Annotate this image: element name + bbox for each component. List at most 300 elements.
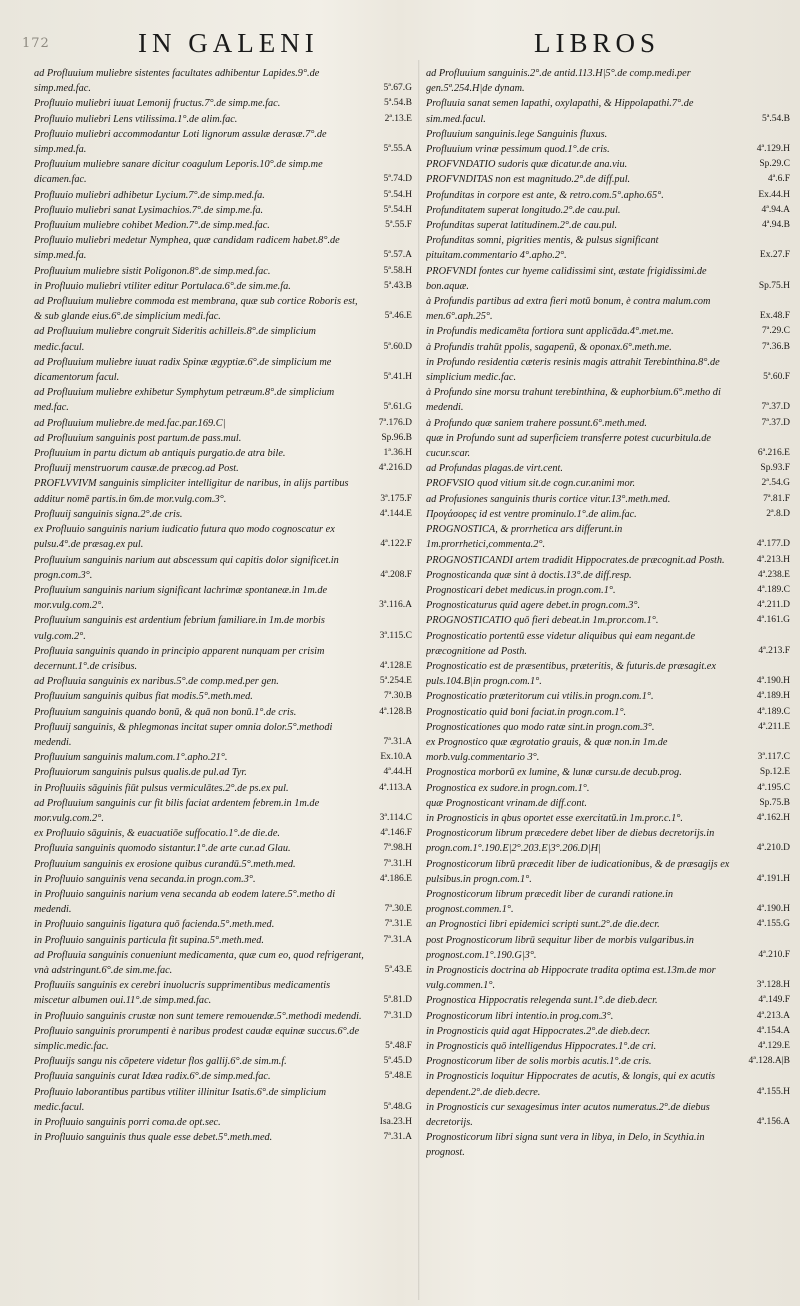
index-entry-text: PROGNOSTICATIO quō fieri debeat.in 1m.pror.com.1°.: [426, 615, 659, 627]
index-entry-text: Profluuio muliebri accommodantur Loti lignorum assulæ derasæ.7°.de simp.med.fa.: [34, 128, 327, 156]
index-entry-text: Profluuium sanguinis malum.com.1°.apho.21°.: [34, 752, 228, 764]
index-entry: [34, 750, 412, 765]
index-entry: [34, 1115, 412, 1130]
index-entry-text: Prognosticatio præteritorum cui vtilis.in progn.com.1°.: [426, 691, 654, 703]
index-entry-reference: 4ª.44.H: [383, 767, 412, 778]
index-entry-text: ad Profundas plagas.de virt.cent.: [426, 463, 563, 475]
index-entry: [34, 218, 412, 233]
index-entry-reference: 4ª.211.D: [757, 600, 790, 611]
index-entry-reference: 7ª.30.E: [384, 904, 412, 915]
index-entry-reference: Ex.48.F: [759, 311, 790, 322]
index-entry-reference: 3ª.115.C: [379, 630, 412, 641]
index-entry-text: ex Prognostico quæ ægrotatio grauis, & quæ non.in 1m.de morb.vulg.commentario 3°.: [426, 736, 668, 764]
index-entry: [426, 689, 790, 704]
index-entry: [426, 355, 790, 385]
index-entry-text: in Profluuio sanguinis particula fit supina.5°.meth.med.: [34, 934, 264, 946]
index-entry-text: in Profluuio sanguinis porri coma.de opt.sec.: [34, 1117, 221, 1129]
index-entry-text: an Prognostici libri epidemici scripti sunt.2°.de die.decr.: [426, 919, 660, 931]
index-entry: [426, 66, 790, 96]
index-entry-reference: 5ª.54.B: [762, 113, 790, 124]
index-entry-text: Prognosticatio quid boni faciat.in progn.com.1°.: [426, 706, 627, 718]
index-entry-text: in Profluuiis sāguinis fiūt pulsus vermiculātes.2°.de ps.ex pul.: [34, 782, 289, 794]
index-entry-reference: 4ª.128.A|B: [748, 1056, 790, 1067]
index-entry-reference: 5ª.67.G: [383, 83, 412, 94]
index-entry-text: Profunditas superat latitudinem.2°.de cau.pul.: [426, 220, 618, 232]
index-entry-reference: 4ª.161.G: [756, 615, 790, 626]
index-entry-text: Profluuium in partu dictum ab antiquis purgatio.de atra bile.: [34, 448, 286, 460]
index-entry-text: Profluuij sanguinis, & phlegmonas incitat super omnia dolor.5°.methodi medendi.: [34, 721, 333, 748]
index-entry: [426, 1100, 790, 1130]
index-entry-reference: 5ª.41.H: [383, 372, 412, 383]
index-entry: [34, 264, 412, 279]
index-entry: [426, 568, 790, 583]
index-entry-text: Profluuij menstruorum causæ.de præcog.ad Post.: [34, 463, 239, 475]
index-entry-text: in Prognosticis doctrina ab Hippocrate tradita optima est.13m.de mor vulg.commen.1°.: [426, 964, 716, 992]
index-entry-reference: 4ª.210.F: [758, 949, 790, 960]
index-entry-text: Prognosticaturus quid agere debet.in progn.com.3°.: [426, 600, 641, 612]
index-entry: [426, 613, 790, 628]
index-entry: [34, 613, 412, 643]
index-entry: [34, 887, 412, 917]
index-entry-text: PROFVNDITAS non est magnitudo.2°.de diff.pul.: [426, 174, 631, 186]
index-entry-reference: 3ª.114.C: [379, 812, 412, 823]
index-entry-reference: 4ª.129.E: [757, 1041, 790, 1051]
index-entry-text: post Prognosticorum librū sequitur liber de morbis vulgaribus.in prognost.com.1°.190.G|3°.: [426, 934, 694, 961]
index-entry-text: Prognosticorum libri signa sunt vera in libya, in Delo, in Scythia.in prognost.: [426, 1132, 705, 1159]
index-entry-reference: 6ª.216.E: [757, 448, 790, 459]
index-entry-text: Profluuium muliebre sistit Poligonon.8°.de simp.med.fac.: [34, 265, 271, 277]
index-entry-reference: Ex.44.H: [758, 189, 790, 200]
index-entry: [426, 1039, 790, 1054]
index-entry-text: Profunditas somni, pigrities mentis, & pulsus significant pituitam.commentario 4°.apho.2°.: [426, 235, 659, 262]
index-entry-reference: 4ª.195.C: [757, 782, 790, 793]
index-entry: [426, 993, 790, 1008]
index-entry: [34, 188, 412, 203]
index-entry-text: PROGNOSTICANDI artem tradidit Hippocrates.de præcognit.ad Posth.: [426, 554, 725, 566]
index-entry-reference: 4ª.191.H: [756, 873, 790, 884]
index-entry-reference: 4ª.154.A: [756, 1025, 790, 1036]
index-entry-reference: 4ª.211.E: [758, 721, 790, 732]
index-entry: [34, 96, 412, 111]
index-entry: [34, 66, 412, 96]
index-entry: [34, 157, 412, 187]
index-entry-reference: 4ª.186.E: [379, 873, 412, 884]
index-entry: [34, 1054, 412, 1069]
index-entry-reference: 5ª.60.F: [763, 372, 790, 383]
index-entry-text: Prognosticanda quæ sint à doctis.13°.de diff.resp.: [426, 569, 632, 581]
index-entry-text: ad Profluuia sanguinis conueniunt medicamenta, quæ cum eo, quod refrigerant, vnà adstringunt.6°.de sim.me.fac.: [34, 949, 364, 976]
index-entry: [426, 294, 790, 324]
index-entry-text: Prognosticorum libri intentio.in prog.com.3°.: [426, 1010, 614, 1022]
index-entry-reference: 4ª.208.F: [380, 569, 412, 580]
index-entry: [426, 188, 790, 203]
index-entry-reference: 4ª.162.H: [756, 812, 790, 823]
index-entry-reference: Sp.75.B: [759, 797, 790, 808]
index-entry: [34, 1024, 412, 1054]
index-entry: [34, 507, 412, 522]
index-entry: [426, 96, 790, 126]
index-entry-text: quæ in Profundo sunt ad superficiem transferre potest cucurbitula.de cucur.scar.: [426, 432, 711, 460]
index-entry-text: Προγάσορες id est ventre prominulo.1°.de alim.fac.: [426, 508, 637, 520]
index-entry-reference: 4ª.156.A: [756, 1117, 790, 1128]
index-entry: [34, 385, 412, 415]
index-entry: [426, 416, 790, 431]
index-entry-reference: 4ª.149.F: [758, 995, 790, 1006]
index-entry-text: in Prognosticis loquitur Hippocrates de acutis, & longis, qui ex acutis dependent.2°.de dieb.decre.: [426, 1071, 716, 1098]
index-entry-reference: 5ª.60.D: [383, 341, 412, 352]
index-entry-reference: 7ª.31.H: [383, 858, 412, 869]
index-entry-reference: 7ª.31.A: [383, 736, 412, 747]
index-entry-reference: 4ª.213.F: [758, 645, 790, 656]
index-entry-text: in Prognosticis quid agat Hippocrates.2°.de dieb.decr.: [426, 1025, 651, 1037]
index-entry-text: in Profluuio muliebri vtiliter editur Portulaca.6°.de sim.me.fa.: [34, 280, 291, 292]
index-entry-text: Prognosticari debet medicus.in progn.com.1°.: [426, 584, 616, 596]
index-entry-reference: 4ª.155.H: [756, 1086, 790, 1097]
index-entry: [34, 857, 412, 872]
index-entry: [34, 872, 412, 887]
index-entry: [34, 978, 412, 1008]
index-entry: [426, 811, 790, 826]
index-entry: [426, 553, 790, 568]
index-entry-text: Profluuia sanguinis quomodo sistantur.1°.de arte cur.ad Glau.: [34, 843, 291, 855]
index-entry-reference: 7ª.30.B: [384, 691, 412, 702]
index-column-left: [34, 66, 412, 1302]
index-entry: [426, 385, 790, 415]
index-entry-reference: 5ª.43.E: [384, 964, 412, 975]
index-entry: [34, 522, 412, 552]
index-entry: [34, 355, 412, 385]
index-entry: [34, 233, 412, 263]
index-entry-reference: 5ª.254.E: [379, 676, 412, 687]
index-entry-reference: 4ª.94.A: [761, 204, 790, 215]
index-entry-text: ex Profluuio sāguinis, & euacuatiōe suffocatio.1°.de die.de.: [34, 828, 280, 840]
running-title-right: LIBROS: [534, 28, 661, 58]
index-entry: [34, 431, 412, 446]
index-entry-text: PROGNOSTICA, & prorrhetica ars differunt.in 1m.prorrhetici,commenta.2°.: [426, 524, 623, 551]
index-entry-text: Profluuiis sanguinis ex cerebri inuolucris supprimentibus medicamentis miscetur albumen oui.11°.de simp.med.fac.: [34, 980, 331, 1007]
index-entry-text: Profluuium sanguinis quibus fiat modis.5°.meth.med.: [34, 691, 253, 703]
index-entry: [426, 963, 790, 993]
index-entry: [34, 765, 412, 780]
index-entry: [34, 446, 412, 461]
index-entry-text: Profluuio sanguinis prorumpenti è naribus prodest caudæ equinæ succus.6°.de simplic.medic.fac.: [34, 1025, 360, 1052]
index-entry: [34, 781, 412, 796]
index-entry-reference: 3ª.175.F: [380, 493, 412, 504]
index-entry-reference: 7ª.37.D: [761, 402, 790, 413]
index-entry-reference: Sp.29.C: [759, 159, 790, 170]
index-entry-text: Profluuium sanguinis narium aut abscessum qui capitis dolor significet.in progn.com.3°.: [34, 554, 339, 581]
index-entry-reference: 5ª.61.G: [383, 402, 412, 413]
index-entry-reference: 4ª.213.H: [756, 554, 790, 565]
index-entry-text: Prognosticorum librum præcedere debet liber de diebus decretorijs.in progn.com.1°.190.E|2°.203.E|3°.206.D|H|: [426, 828, 715, 855]
index-entry-text: in Prognosticis quō intelligendus Hippocrates.1°.de cri.: [426, 1041, 657, 1052]
index-entry: [426, 522, 790, 552]
index-entry-reference: 4ª.113.A: [379, 782, 412, 793]
index-entry-text: Profluuium muliebre cohibet Medion.7°.de simp.med.fac.: [34, 220, 270, 232]
index-entry-reference: 4ª.238.E: [757, 569, 790, 580]
index-entry: [426, 659, 790, 689]
index-entry-reference: Sp.96.B: [381, 432, 412, 443]
index-entry: [426, 324, 790, 339]
index-entry-text: Prognosticorum librū præcedit liber de iudicationibus, & de præsagijs ex pulsibus.in progn.com.1°.: [426, 858, 730, 885]
index-entry-reference: 4ª.128.B: [379, 706, 412, 717]
index-entry: [34, 674, 412, 689]
index-entry-text: PROFVNDI fontes cur hyeme calidissimi sint, æstate frigidissimi.de bon.aquæ.: [426, 265, 707, 292]
index-entry: [34, 705, 412, 720]
index-entry-text: Prognosticatio est de præsentibus, præteritis, & futuris.de præsagit.ex puls.104.B|in progn.com.1°.: [426, 660, 716, 688]
index-entry-reference: 7ª.31.A: [383, 1132, 412, 1143]
index-entry: [426, 583, 790, 598]
index-entry: [426, 887, 790, 917]
index-entry-reference: 7ª.176.D: [378, 417, 412, 428]
index-entry: [426, 1069, 790, 1099]
index-entry-text: Prognostica morborū ex lumine, & lunæ cursu.de decub.prog.: [426, 767, 682, 779]
index-entry-text: ad Profluuium sanguinis cur fit bilis faciat ardentem febrem.in 1m.de mor.vulg.com.2°.: [34, 797, 320, 824]
index-entry-reference: 5ª.74.D: [383, 174, 412, 185]
index-entry: [34, 1085, 412, 1115]
index-entry-text: à Profundo quæ saniem trahere possunt.6°.meth.med.: [426, 417, 648, 429]
index-entry: [426, 857, 790, 887]
index-entry: [426, 781, 790, 796]
index-entry-reference: 7ª.37.D: [761, 417, 790, 428]
index-entry: [426, 826, 790, 856]
index-entry-reference: 7ª.31.A: [383, 934, 412, 945]
index-entry-reference: 5ª.55.F: [385, 220, 412, 231]
running-title-left: IN GALENI: [138, 28, 319, 58]
index-entry: [426, 720, 790, 735]
index-entry: [426, 157, 790, 172]
index-entry-reference: 5ª.54.H: [383, 189, 412, 200]
index-entry: [34, 841, 412, 856]
index-entry: [426, 218, 790, 233]
index-entry-text: Profluuium sanguinis.lege Sanguinis fluxus.: [426, 128, 608, 140]
index-entry-text: in Profluuio sanguinis crustæ non sunt temere remouendæ.5°.methodi medendi.: [34, 1010, 362, 1022]
index-entry-text: Profluuio muliebri adhibetur Lycium.7°.de simp.med.fa.: [34, 189, 265, 201]
index-entry-reference: 4ª.189.C: [757, 706, 790, 717]
index-entry: [34, 689, 412, 704]
index-entry-text: Profluuio muliebri medetur Nymphea, quæ candidam radicem habet.8°.de simp.med.fa.: [34, 235, 340, 262]
index-entry-text: ad Profluuia sanguinis ex naribus.5°.de comp.med.per gen.: [34, 676, 279, 688]
index-column-right: [426, 66, 790, 1302]
index-entry-text: Profluuium muliebre sanare dicitur coagulum Leporis.10°.de simp.me dicamen.fac.: [34, 159, 323, 186]
index-entry: [34, 416, 412, 431]
index-entry-reference: 5ª.57.A: [383, 250, 412, 261]
index-entry-reference: Sp.12.E: [759, 767, 790, 778]
index-entry-reference: 4ª.128.E: [379, 660, 412, 671]
index-entry-reference: 1ª.36.H: [383, 448, 412, 459]
index-entry-text: Profluuio laborantibus partibus vtiliter illinitur Isatis.6°.de simplicium medic.facul.: [34, 1086, 327, 1113]
index-entry: [34, 933, 412, 948]
index-entry-text: in Prognosticis in qbus oportet esse exercitatū.in 1m.pror.c.1°.: [426, 812, 683, 824]
index-entry-reference: 5ª.48.G: [383, 1101, 412, 1112]
index-entry-text: in Profluuio sanguinis narium vena secanda ab eodem latere.5°.metho di medendi.: [34, 888, 336, 916]
index-entry-reference: 4ª.216.D: [378, 463, 412, 474]
index-entry: [426, 1009, 790, 1024]
index-entry: [34, 948, 412, 978]
index-entry-reference: 7ª.29.C: [762, 326, 790, 337]
index-entry: [34, 553, 412, 583]
index-entry-reference: 4ª.213.A: [756, 1010, 790, 1021]
index-entry: [426, 705, 790, 720]
index-entry: [426, 340, 790, 355]
index-entry-text: Profluuium sanguinis est ardentium febrium familiare.in 1m.de morbis vulg.com.2°.: [34, 615, 325, 642]
index-entry: [426, 461, 790, 476]
index-entry-reference: 3ª.128.H: [756, 980, 790, 991]
index-entry: [426, 172, 790, 187]
index-entry-reference: 5ª.54.B: [384, 98, 412, 109]
index-entry-reference: 5ª.46.E: [384, 311, 412, 322]
index-entry-reference: 7ª.81.F: [763, 493, 790, 504]
index-entry-reference: 5ª.81.D: [383, 995, 412, 1006]
index-entry-text: ad Profluuium muliebre exhibetur Symphytum petræum.8°.de simplicium med.fac.: [34, 387, 335, 414]
index-entry-text: Profluuia sanguinis quando in principio apparent nunquam per crisim decernunt.1°.de crisibus.: [34, 645, 325, 672]
index-entry: [34, 476, 412, 506]
index-entry: [426, 431, 790, 461]
index-entry: [34, 294, 412, 324]
index-entry-reference: Ex.10.A: [380, 752, 412, 763]
index-entry-reference: 7ª.31.D: [383, 1010, 412, 1021]
index-entry-reference: 4ª.189.C: [757, 584, 790, 595]
index-entry: [34, 583, 412, 613]
index-entry-text: Profluuiorum sanguinis pulsus qualis.de pul.ad Tyr.: [34, 767, 247, 779]
index-entry-text: à Profundo sine morsu trahunt terebinthina, & euphorbium.6°.metho di medendi.: [426, 387, 721, 414]
index-entry-reference: Isa.23.H: [379, 1117, 412, 1128]
index-entry-text: in Prognosticis cur sexagesimus inter acutos numeratus.2°.de diebus decretorijs.: [426, 1101, 710, 1129]
index-entry: [34, 112, 412, 127]
index-entry-text: ad Profluuium sanguinis post partum.de pass.mul.: [34, 432, 242, 444]
index-entry-reference: 3ª.117.C: [757, 752, 790, 763]
index-entry-text: Prognosticorum liber de solis morbis acutis.1°.de cris.: [426, 1056, 652, 1068]
index-entry-text: Profluuio muliebri iuuat Lemonij fructus.7°.de simp.me.fac.: [34, 98, 281, 110]
index-entry-reference: 4ª.177.D: [756, 539, 790, 550]
index-entry-reference: 2ª.54.G: [761, 478, 790, 489]
index-entry-reference: 3ª.116.A: [379, 600, 412, 611]
index-entry-reference: 4ª.190.H: [756, 904, 790, 915]
index-entry: [426, 507, 790, 522]
index-entry-reference: 5ª.55.A: [383, 144, 412, 155]
index-entry: [34, 324, 412, 354]
index-entry-text: PROFVSIO quod vitium sit.de cogn.cur.animi mor.: [426, 478, 636, 490]
index-entry-text: Prognostica Hippocratis relegenda sunt.1°.de dieb.decr.: [426, 995, 658, 1007]
index-entry-text: à Profundis partibus ad extra fieri motū bonum, è contra malum.com men.6°.aph.25°.: [426, 296, 711, 323]
index-entry: [34, 720, 412, 750]
index-entry: [426, 933, 790, 963]
index-entry: [426, 476, 790, 491]
index-entry: [426, 1024, 790, 1039]
index-entry-text: Profluuijs sangu nis cōpetere videtur flos gallij.6°.de sim.m.f.: [34, 1056, 287, 1068]
index-entry-text: Profluuia sanguinis curat Idæa radix.6°.de simp.med.fac.: [34, 1071, 271, 1083]
index-entry-text: ad Profluuium sanguinis.2°.de antid.113.H|5°.de comp.medi.per gen.5ª.254.H|de dynam.: [426, 68, 691, 95]
index-entry-text: Profluuium vrinæ pessimum quod.1°.de cris.: [426, 144, 610, 156]
index-entry: [426, 735, 790, 765]
index-entry-reference: 4ª.6.F: [767, 174, 790, 185]
index-entry-text: Profunditas in corpore est ante, & retro.com.5°.apho.65°.: [426, 189, 664, 201]
index-entry-reference: 4ª.122.F: [380, 539, 412, 550]
index-entry-reference: 5ª.54.H: [383, 204, 412, 215]
index-entry-reference: 2ª.13.E: [384, 113, 412, 124]
index-entry-text: Profluuij sanguinis signa.2°.de cris.: [34, 508, 183, 520]
index-entry: [426, 203, 790, 218]
page-header: [0, 22, 800, 66]
index-entry: [34, 127, 412, 157]
index-entry-reference: Sp.75.H: [758, 280, 790, 291]
index-entry-text: ad Profluuium muliebre congruit Sideritis achilleis.8°.de simplicium medic.facul.: [34, 326, 316, 353]
index-entry-text: ex Profluuio sanguinis narium iudicatio futura quo modo cognoscatur ex pulsu.4°.de præsag.ex pul.: [34, 524, 335, 551]
index-entry-reference: Ex.27.F: [759, 250, 790, 261]
index-entry-reference: 4ª.146.F: [380, 828, 412, 839]
index-entry: [34, 1130, 412, 1145]
index-entry: [426, 264, 790, 294]
index-entry: [34, 1009, 412, 1024]
index-entry-text: in Profundis medicamēta fortiora sunt applicāda.4°.met.me.: [426, 326, 674, 338]
index-entry-reference: 5ª.58.H: [383, 265, 412, 276]
index-entry-text: Profunditatem superat longitudo.2°.de cau.pul.: [426, 204, 621, 216]
index-entry-reference: 4ª.94.B: [762, 220, 790, 231]
index-entry-reference: 5ª.48.F: [385, 1041, 412, 1051]
index-entry: [426, 1130, 790, 1160]
index-entry-text: ad Profusiones sanguinis thuris cortice vitur.13°.meth.med.: [426, 493, 671, 505]
index-entry-text: in Profluuio sanguinis thus quale esse debet.5°.meth.med.: [34, 1132, 273, 1144]
index-entry: [34, 644, 412, 674]
index-entry-text: Profluuium sanguinis ex erosione quibus curandū.5°.meth.med.: [34, 858, 296, 870]
index-entry-reference: Sp.93.F: [760, 463, 790, 474]
index-entry-text: Prognostica ex sudore.in progn.com.1°.: [426, 782, 590, 794]
index-entry: [426, 233, 790, 263]
index-entry: [34, 917, 412, 932]
index-entry-text: à Profundis trahūt ppolis, sagapenū, & oponax.6°.meth.me.: [426, 341, 672, 353]
index-entry-text: Profluuia sanat semen lapathi, oxylapathi, & Hippolapathi.7°.de sim.med.facul.: [426, 98, 694, 125]
index-entry-text: in Profundo residentia cæteris resinis magis attrahit Terebinthina.8°.de simplicium medic.fac.: [426, 356, 720, 384]
index-entry: [34, 461, 412, 476]
index-entry-reference: 5ª.43.B: [384, 280, 412, 291]
index-entry-text: ad Profluuium muliebre iuuat radix Spinæ ægyptiæ.6°.de simplicium me dicamentorum facul.: [34, 356, 332, 384]
index-entry: [34, 826, 412, 841]
index-entry-reference: 7ª.98.H: [383, 843, 412, 854]
index-entry-text: in Profluuio sanguinis vena secanda.in progn.com.3°.: [34, 873, 256, 885]
index-entry: [426, 917, 790, 932]
index-entry-reference: 7ª.31.E: [384, 919, 412, 930]
index-entry-text: Profluuium sanguinis quando bonū, & quā non bonū.1°.de cris.: [34, 706, 297, 718]
index-entry: [426, 765, 790, 780]
index-entry-reference: 2ª.8.D: [766, 508, 790, 519]
index-entry: [34, 1069, 412, 1084]
index-entry: [426, 127, 790, 142]
index-entry-text: Profluuium sanguinis narium significant lachrimæ spontaneæ.in 1m.de mor.vulg.com.2°.: [34, 584, 328, 612]
index-entry-reference: 4ª.210.D: [756, 843, 790, 854]
index-entry-text: Profluuio muliebri sanat Lysimachios.7°.de simp.me.fa.: [34, 204, 264, 216]
index-entry-reference: 4ª.189.H: [756, 691, 790, 702]
page-number: 172: [22, 36, 50, 51]
index-entry: [426, 492, 790, 507]
index-entry-text: ad Profluuium muliebre.de med.fac.par.169.C|: [34, 417, 226, 429]
index-entry: [426, 1054, 790, 1069]
index-entry-text: Prognosticorum librum præcedit liber de curandi ratione.in prognost.commen.1°.: [426, 888, 674, 916]
index-entry-text: Prognosticationes quo modo ratæ sint.in progn.com.3°.: [426, 721, 655, 733]
index-entry: [426, 598, 790, 613]
index-entry-text: PROFVNDATIO sudoris quæ dicatur.de ana.viu.: [426, 159, 628, 171]
index-entry-text: ad Profluuium muliebre commoda est membrana, quæ sub cortice Roboris est, & sub glande eius.6°.de simplicium medi.fac.: [34, 296, 358, 323]
index-entry-reference: 5ª.48.E: [384, 1071, 412, 1082]
index-entry-reference: 7ª.36.B: [762, 341, 790, 352]
index-entry: [426, 796, 790, 811]
index-entry-text: Prognosticatio portentū esse videtur aliquibus qui eam negant.de præcognitione ad Posth.: [426, 630, 696, 657]
index-entry-reference: 4ª.144.E: [379, 508, 412, 519]
index-entry: [426, 142, 790, 157]
index-entry-text: Profluuio muliebri Lens vtilissima.1°.de alim.fac.: [34, 113, 238, 125]
index-entry: [34, 203, 412, 218]
index-entry: [426, 629, 790, 659]
column-gutter: [418, 60, 420, 1300]
